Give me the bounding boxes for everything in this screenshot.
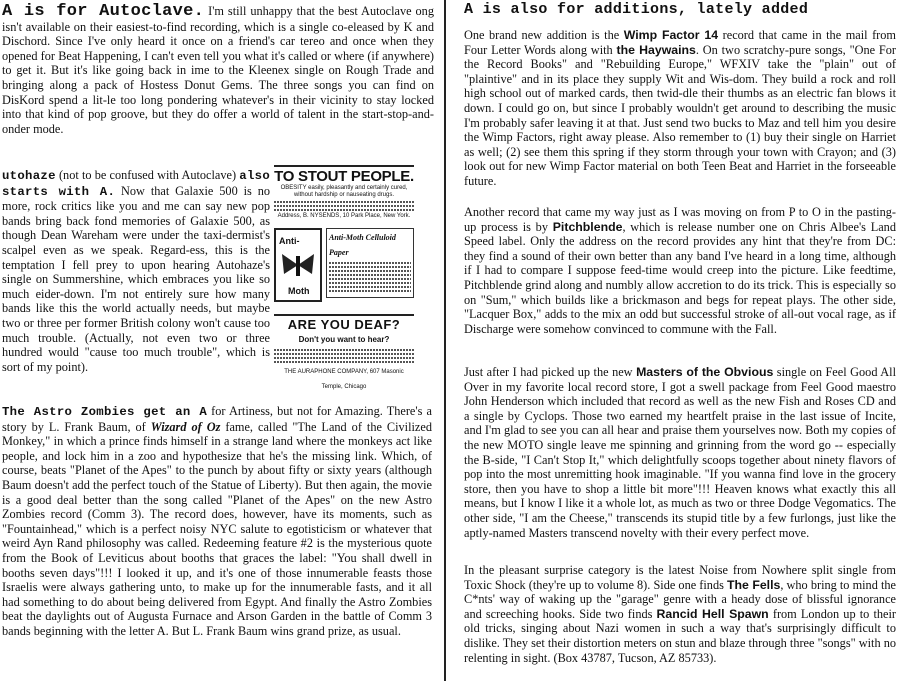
astro-zombies-paragraph: The Astro Zombies get an A for Artiness, but not for Amazing. There's a story by L. Frank Baum, of Wizard of Oz fame, called "The Land of the Civilized Monkey," in which a prince finds himself in a strange land where the monkeys act like people, and lock him in a zoo and hypothesize that he's the missing link. Which, of course, beats "Planet of the Apes" to the punch by about fifty or sixty years (although Baum doesn't add the perfect touch of the Statue of Liberty). But then again, the movie is a good deal better than the song called "Planet of the Apes" on the new Astro Zombies record (Comm 3). The record does, however, have its moments, such as "Fountainhead," which is a perfect noisy NYC salute to egotisticism or whatever that weird Ayn Rand philosophy was called. Redeeming feature #2 is the mysterious quote from the Book of Leviticus about booths that graces the label: "You shall dwell in booths seven days"!!! I looked it up, and it's one of those innumerable feasts those Israelis were always gathering unto, to make up for the innumerable fasts, and it all had something to do about being delivered from Egypt. And finally the Astro Zombies beat the daylights out of Augusta Furnace and Arson Garden in the battle of Comm 3 bands beginning with the letter A. But L. Frank Baum wins grand prize, as usual. xyxy=(2,404,432,638)
moth-icon xyxy=(278,250,318,280)
anti-moth-ad: Anti- Moth Anti-Moth Celluloid Paper xyxy=(274,228,414,298)
moth-illustration: Anti- Moth xyxy=(274,228,322,302)
astro-zombies-heading: The Astro Zombies get an A xyxy=(2,405,207,419)
stout-people-ad: TO STOUT PEOPLE. OBESITY easily, pleasantly and certainly cured, without hardship or nauseating drugs. Address, B. NYSENDS, 10 Park Place, New York. xyxy=(274,165,414,220)
toxic-shock-paragraph: In the pleasant surprise category is the latest Noise from Nowhere split single from Toxic Shock (they're up to volume 8). Side one finds The Fells, who bring to mind the C*nts' way of waking up the "garage" genre with a heady dose of blissful ignorance and screeching hooks. Side two finds Rancid Hell Spawn from London up to their old tricks, singing about Nazi women in such a way that's surprisingly difficult to dislike. They set their distortion meters on stun and blaze through three "songs" with no relenting in sight. (Box 43787, Tucson, AZ 85733). xyxy=(464,563,896,665)
masters-obvious-paragraph: Just after I had picked up the new Masters of the Obvious single on Feel Good All Over in my favorite local record store, I got a swell package from Feel Good maestro John Henderson which included that record as well as the new Fish and Roses CD and a single by Cyclops. Those two earned my heartfelt praise in the last issue of Incite, and I'm glad to see you can all hear and praise them yourselves now. Both my copies of the new MOTO single leave me spinning and grinning from the word go -- especially the B-side, "I Can't Stop It," which delightfully scoops together about ninety flavors of pop into the most unremitting hook imaginable. "If you wanna find love in the grocery store, then you have to shop a little bit more"!!! Heaven knows what exactly this all means, but I know I like it a whole lot, as much as two or three Dodge Vegomatics. The other side, "I am the Cheese," transcends its stupid title by a few furlongs, just like the aptly-named Masters transcend novelty with their every perfect move. xyxy=(464,365,896,540)
wimp-factor-paragraph: One brand new addition is the Wimp Factor 14 record that came in the mail from Four Letter Words along with the Haywains. On two scratchy-pure songs, "One For the Record Books" and "Rebuilding Europe," WFXIV take the "plain" out of "plaintive" and in its place they supply Wit and Wis-dom. They build a rock and roll high school out of marked cards, then twid-dle their thumbs as an electric fan blows it down. I could go on, but since I probably wouldn't get around to describing the music I'm probably safer leaving it at that. Just send two bucks to Maz and tell him you desire the Wimp Factors, right away please. Also remember to (1) buy their single on Harriet as well; (2) see them this spring if they storm through your town with Crayon; and (3) look out for new Wimp Factor material on both Teen Beat and Harriet in the forseeable future. xyxy=(464,28,897,188)
autohaze-heading: utohaze xyxy=(2,169,56,183)
column-divider xyxy=(444,0,446,681)
autohaze-paragraph: utohaze (not to be confused with Autoclave) also starts with A. Now that Galaxie 500 is no more, rock critics like you and me can say new pop bands bring back fond memories of Galaxie 500, as though Dean Wareham were under the taxi-dermist's scalpel even as we speak. Regard-ess, this is the temptation I fell prey to upon hearing Autohaze's single on Summershine, which embraces you like so much eider-down. I'm not entirely sure how many bands like this the world actually needs, but maybe two or three per former British colony won't cause too much trouble. (Actually, not even two or three hundred would "cause too much trouble", which is sort of my point). xyxy=(2,168,270,374)
autoclave-heading: A is for Autoclave. xyxy=(2,2,205,21)
autoclave-paragraph: A is for Autoclave. I'm still unhappy that the best Autoclave ong isn't available on their easiest-to-find recording, which is a single co-eleased by K and Dischord. Since I've only heard it once on a friend's car tereo and once when they opened for Beat Happening, I can't even tell you what it's called or where (if anywhere) to get it. But it's like going back in ime to the Kleenex single on Rough Trade and bringing along a pack of Hostess Donut Gems. The three songs you can find on DisKord spend a lit-le too long pondering whatever's in their vicinity to stay locked into that kind of pop groove, but they do offer a world of talent in the start-stop-and-onder mode. xyxy=(2,2,434,136)
vintage-ads xyxy=(274,165,414,394)
additions-heading: A is also for additions, lately added xyxy=(464,1,809,18)
are-you-deaf-ad: ARE YOU DEAF? Don't you want to hear? THE AURAPHONE COMPANY, 607 Masonic Temple, Chicago xyxy=(274,314,414,394)
pitchblende-paragraph: Another record that came my way just as I was moving on from P to O in the pasting-up process is by Pitchblende, which is release number one on Chris Albee's Land Speed label. Only the address on the record provides any hint that they're from DC: they find a sound of their own better than any band I've heard in a long time, although if I had to compare I suppose feed-time would creep into the picture. Like feedtime, Pitchblende grind along and numbly allow accretion to do its trick. This is especially so on "Sum," which builds like a brickmason and begs for repeat plays. The other side, "Lacquer Box," adds to the mix an odd but successful stroke of all-out vocal rage, as if Discharge were somehow convinced to commune with the Fall. xyxy=(464,205,896,336)
